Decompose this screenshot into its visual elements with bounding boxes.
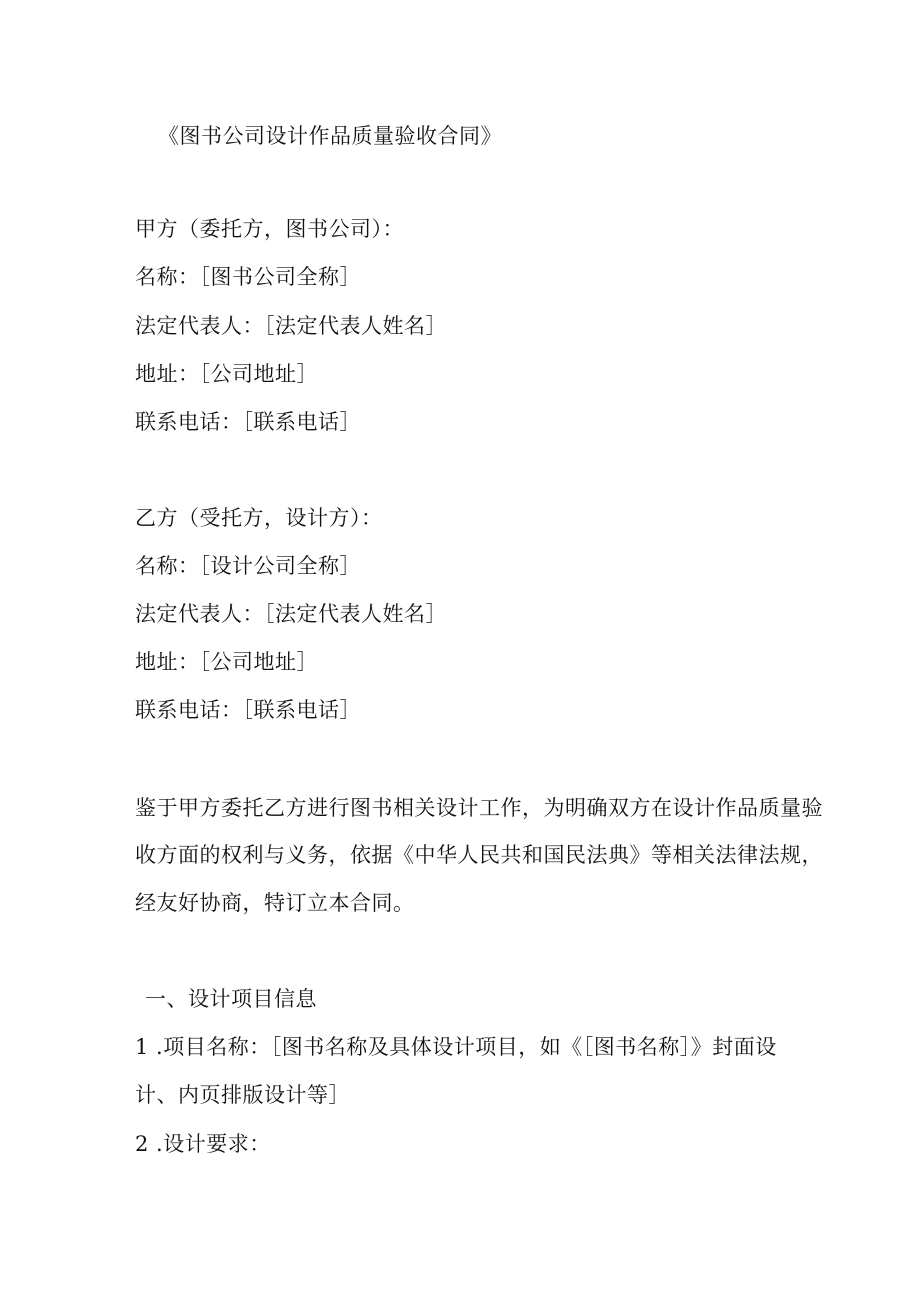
party-b-phone: 联系电话：［联系电话］ xyxy=(135,698,361,722)
party-a-phone: 联系电话：［联系电话］ xyxy=(135,410,361,434)
party-b-representative: 法定代表人：［法定代表人姓名］ xyxy=(135,602,447,626)
party-b-heading: 乙方（受托方，设计方）： xyxy=(135,506,383,530)
item-1-line: 计、内页排版设计等］ xyxy=(135,1083,350,1107)
document-title: 《图书公司设计作品质量验收合同》 xyxy=(158,124,502,148)
party-a-address: 地址：［公司地址］ xyxy=(135,362,318,386)
preamble-line: 收方面的权利与义务，依据《中华人民共和国民法典》等相关法律法规， xyxy=(135,843,823,867)
party-b-name: 名称：［设计公司全称］ xyxy=(135,554,361,578)
party-a-name: 名称：［图书公司全称］ xyxy=(135,265,361,289)
party-b-address: 地址：［公司地址］ xyxy=(135,650,318,674)
party-a-heading: 甲方（委托方，图书公司）： xyxy=(135,217,404,241)
section-heading: 一、设计项目信息 xyxy=(145,987,317,1011)
party-a-representative: 法定代表人：［法定代表人姓名］ xyxy=(135,314,447,338)
item-1-line: 1 .项目名称：［图书名称及具体设计项目，如《［图书名称］》封面设 xyxy=(135,1035,777,1059)
item-2: 2 .设计要求： xyxy=(135,1132,271,1156)
preamble-line: 经友好协商，特订立本合同。 xyxy=(135,891,415,915)
preamble-line: 鉴于甲方委托乙方进行图书相关设计工作，为明确双方在设计作品质量验 xyxy=(135,796,823,820)
